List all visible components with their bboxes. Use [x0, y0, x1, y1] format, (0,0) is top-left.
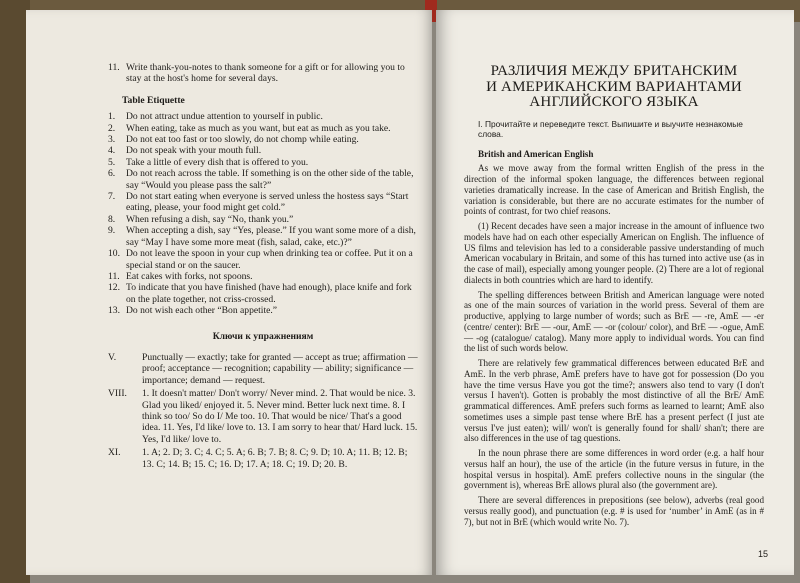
list-item [108, 111, 418, 122]
article-body [464, 163, 764, 527]
list-item [108, 134, 418, 145]
item-number: 11. [108, 62, 120, 73]
list-item [108, 282, 418, 305]
item-number: 9. [108, 225, 116, 237]
list-item [108, 447, 418, 470]
chapter-title-line: И АМЕРИКАНСКИМ ВАРИАНТАМИ [486, 78, 742, 95]
item-number: 6. [108, 168, 116, 180]
item-text: Do not reach across the table. If something is on the other side of the table, say “Would you please pass the salt?” [126, 168, 414, 191]
list-item [108, 123, 418, 134]
item-number: XI. [108, 447, 121, 459]
list-item [108, 168, 418, 191]
paragraph: There are relatively few grammatical differences between educated BrE and AmE. In the verb phrase, AmE prefers have to have got for possession (Do you have the time versus Have you got the time?; answers also tend to vary (I don't versus I haven't). Gotten is probably the most distinctive of all the BrE/ AmE grammatical differences. AmE prefers such forms as learned to learnt; AmE also sometimes uses a simple past tense where BrE has a present perfect (I just ate versus I've just eaten); will/ won't is generally found for shall/ shan't; there are also differences in the use of tag questions. [464, 358, 764, 444]
paragraph: The spelling differences between British and American language were noted as one of the main sources of variation in the world press. Several of them are productive, applying to large number of words; such as BrE — -re, AmE — -er (centre/ center): BrE — -our, AmE — -or (colour/ color), and BrE — -ogue, AmE — -og (catalogue/ catalog). Many more apply to individual words. You can find the list of such words below. [464, 289, 764, 354]
item-text: Do not leave the spoon in your cup when drinking tea or coffee. Put it on a special stand or on the saucer. [126, 248, 413, 271]
left-page [26, 10, 432, 575]
paragraph: In the noun phrase there are some differences in word order (e.g. a half hour versus half an hour), the use of the article (in the future versus in future, in the hospital versus in hospital). AmE prefers collective nouns in the singular (the government is), whereas BrE allows plural also (the government are). [464, 448, 764, 491]
section-heading: Table Etiquette [122, 94, 185, 106]
etiquette-list [108, 111, 418, 316]
item-text: Take a little of every dish that is offered to you. [126, 156, 309, 168]
item-number: 1. [108, 111, 116, 123]
item-number: 11. [108, 270, 120, 282]
item-text: Do not speak with your mouth full. [126, 145, 262, 157]
list-item [108, 225, 418, 248]
article-heading: British and American English [478, 148, 594, 159]
item-number: 12. [108, 282, 120, 294]
list-item [108, 352, 418, 386]
chapter-title [464, 64, 764, 111]
item-number: V. [108, 351, 117, 363]
item-number: 3. [108, 134, 116, 146]
chapter-title-line: РАЗЛИЧИЯ МЕЖДУ БРИТАНСКИМ [490, 63, 738, 79]
right-page-text [464, 62, 764, 531]
list-item [108, 214, 418, 225]
item-text: Write thank-you-notes to thank someone for a gift or for allowing you to stay at the host's home for several days. [126, 62, 405, 85]
item-number: 8. [108, 213, 116, 225]
item-text: Do not eat too fast or too slowly, do not chomp while eating. [126, 134, 359, 146]
list-item [108, 271, 418, 282]
item-number: VIII. [108, 388, 127, 400]
list-item [108, 145, 418, 156]
item-number: 7. [108, 191, 116, 203]
exercise-instruction: I. Прочитайте и переведите текст. Выпишите и выучите незнакомые слова. [478, 118, 743, 139]
list-item [108, 191, 418, 214]
item-text: When accepting a dish, say “Yes, please.” If you want some more of a dish, say “May I have some more meat (fish, salad, cake, etc.)?” [126, 225, 416, 248]
item-text: To indicate that you have finished (have had enough), place knife and fork on the plate together, not criss-crossed. [126, 282, 412, 305]
item-text: Do not wish each other “Bon appetite.” [126, 305, 278, 317]
item-text: Do not attract undue attention to yourself in public. [126, 111, 323, 123]
left-page-text [108, 62, 418, 472]
list-item [108, 388, 418, 445]
item-text: Punctually — exactly; take for granted — accept as true; affirmation — proof; acceptance — recognition; capability — ability; significance — importance; demand — request. [142, 351, 418, 386]
item-number: 5. [108, 156, 116, 168]
list-item [108, 305, 418, 316]
item-text: Do not start eating when everyone is served unless the hostess says “Start eating, please, your food might get cold.” [126, 191, 409, 214]
item-text: 1. It doesn't matter/ Don't worry/ Never mind. 2. That would be nice. 3. Glad you liked/ enjoyed it. 5. Never mind. Better luck next time. 8. I think so too/ So do I/ Me too. 10. That would be nice/ That's a good idea. 11. Yes, I'd like/ love to. 13. I am sorry to hear that/ Hard luck. 15. Yes, I'd like/ love to. [142, 388, 418, 445]
item-number: 13. [108, 305, 120, 317]
list-item [108, 248, 418, 271]
item-number: 10. [108, 248, 120, 260]
item-text: When eating, take as much as you want, but eat as much as you take. [126, 122, 391, 134]
section-heading: Ключи к упражнениям [212, 330, 314, 342]
item-text: 1. A; 2. D; 3. C; 4. C; 5. A; 6. B; 7. B; 8. C; 9. D; 10. A; 11. B; 12. B; 13. C; 14. B; 15. C; 16. D; 17. A; 18. C; 19. D; 20. B. [142, 447, 408, 470]
item-number: 2. [108, 122, 116, 134]
keys-list [108, 352, 418, 470]
paragraph: As we move away from the formal written English of the press in the direction of the informal spoken language, the differences between regional varieties dramatically increase. In the case of American and British English, the variation is considerable, but there are no accurate estimates for the number of points of contrast, for two chief reasons. [464, 163, 764, 217]
item-text: Eat cakes with forks, not spoons. [126, 270, 253, 282]
list-item [108, 62, 418, 85]
item-number: 4. [108, 145, 116, 157]
chapter-title-line: АНГЛИЙСКОГО ЯЗЫКА [529, 94, 699, 110]
right-page [436, 10, 794, 575]
item-text: When refusing a dish, say “No, thank you.” [126, 213, 294, 225]
paragraph: (1) Recent decades have seen a major increase in the amount of influence two models have had on each other especially American on English. The influence of US films and television has led to a considerable passive understanding of much American vocabulary in Britain, and some of this has turned into active use (as in the case of mail), especially among younger people. (2) There are a lot of regional dialects in both countries which are hard to identify. [464, 221, 764, 285]
page-number: 15 [757, 549, 768, 559]
paragraph: There are several differences in prepositions (see below), adverbs (real good versus really good), and punctuation (e.g. # is used for ‘number’ in AmE (as in # 7), but not in BrE (which would write No. 7). [464, 495, 764, 527]
list-item [108, 157, 418, 168]
